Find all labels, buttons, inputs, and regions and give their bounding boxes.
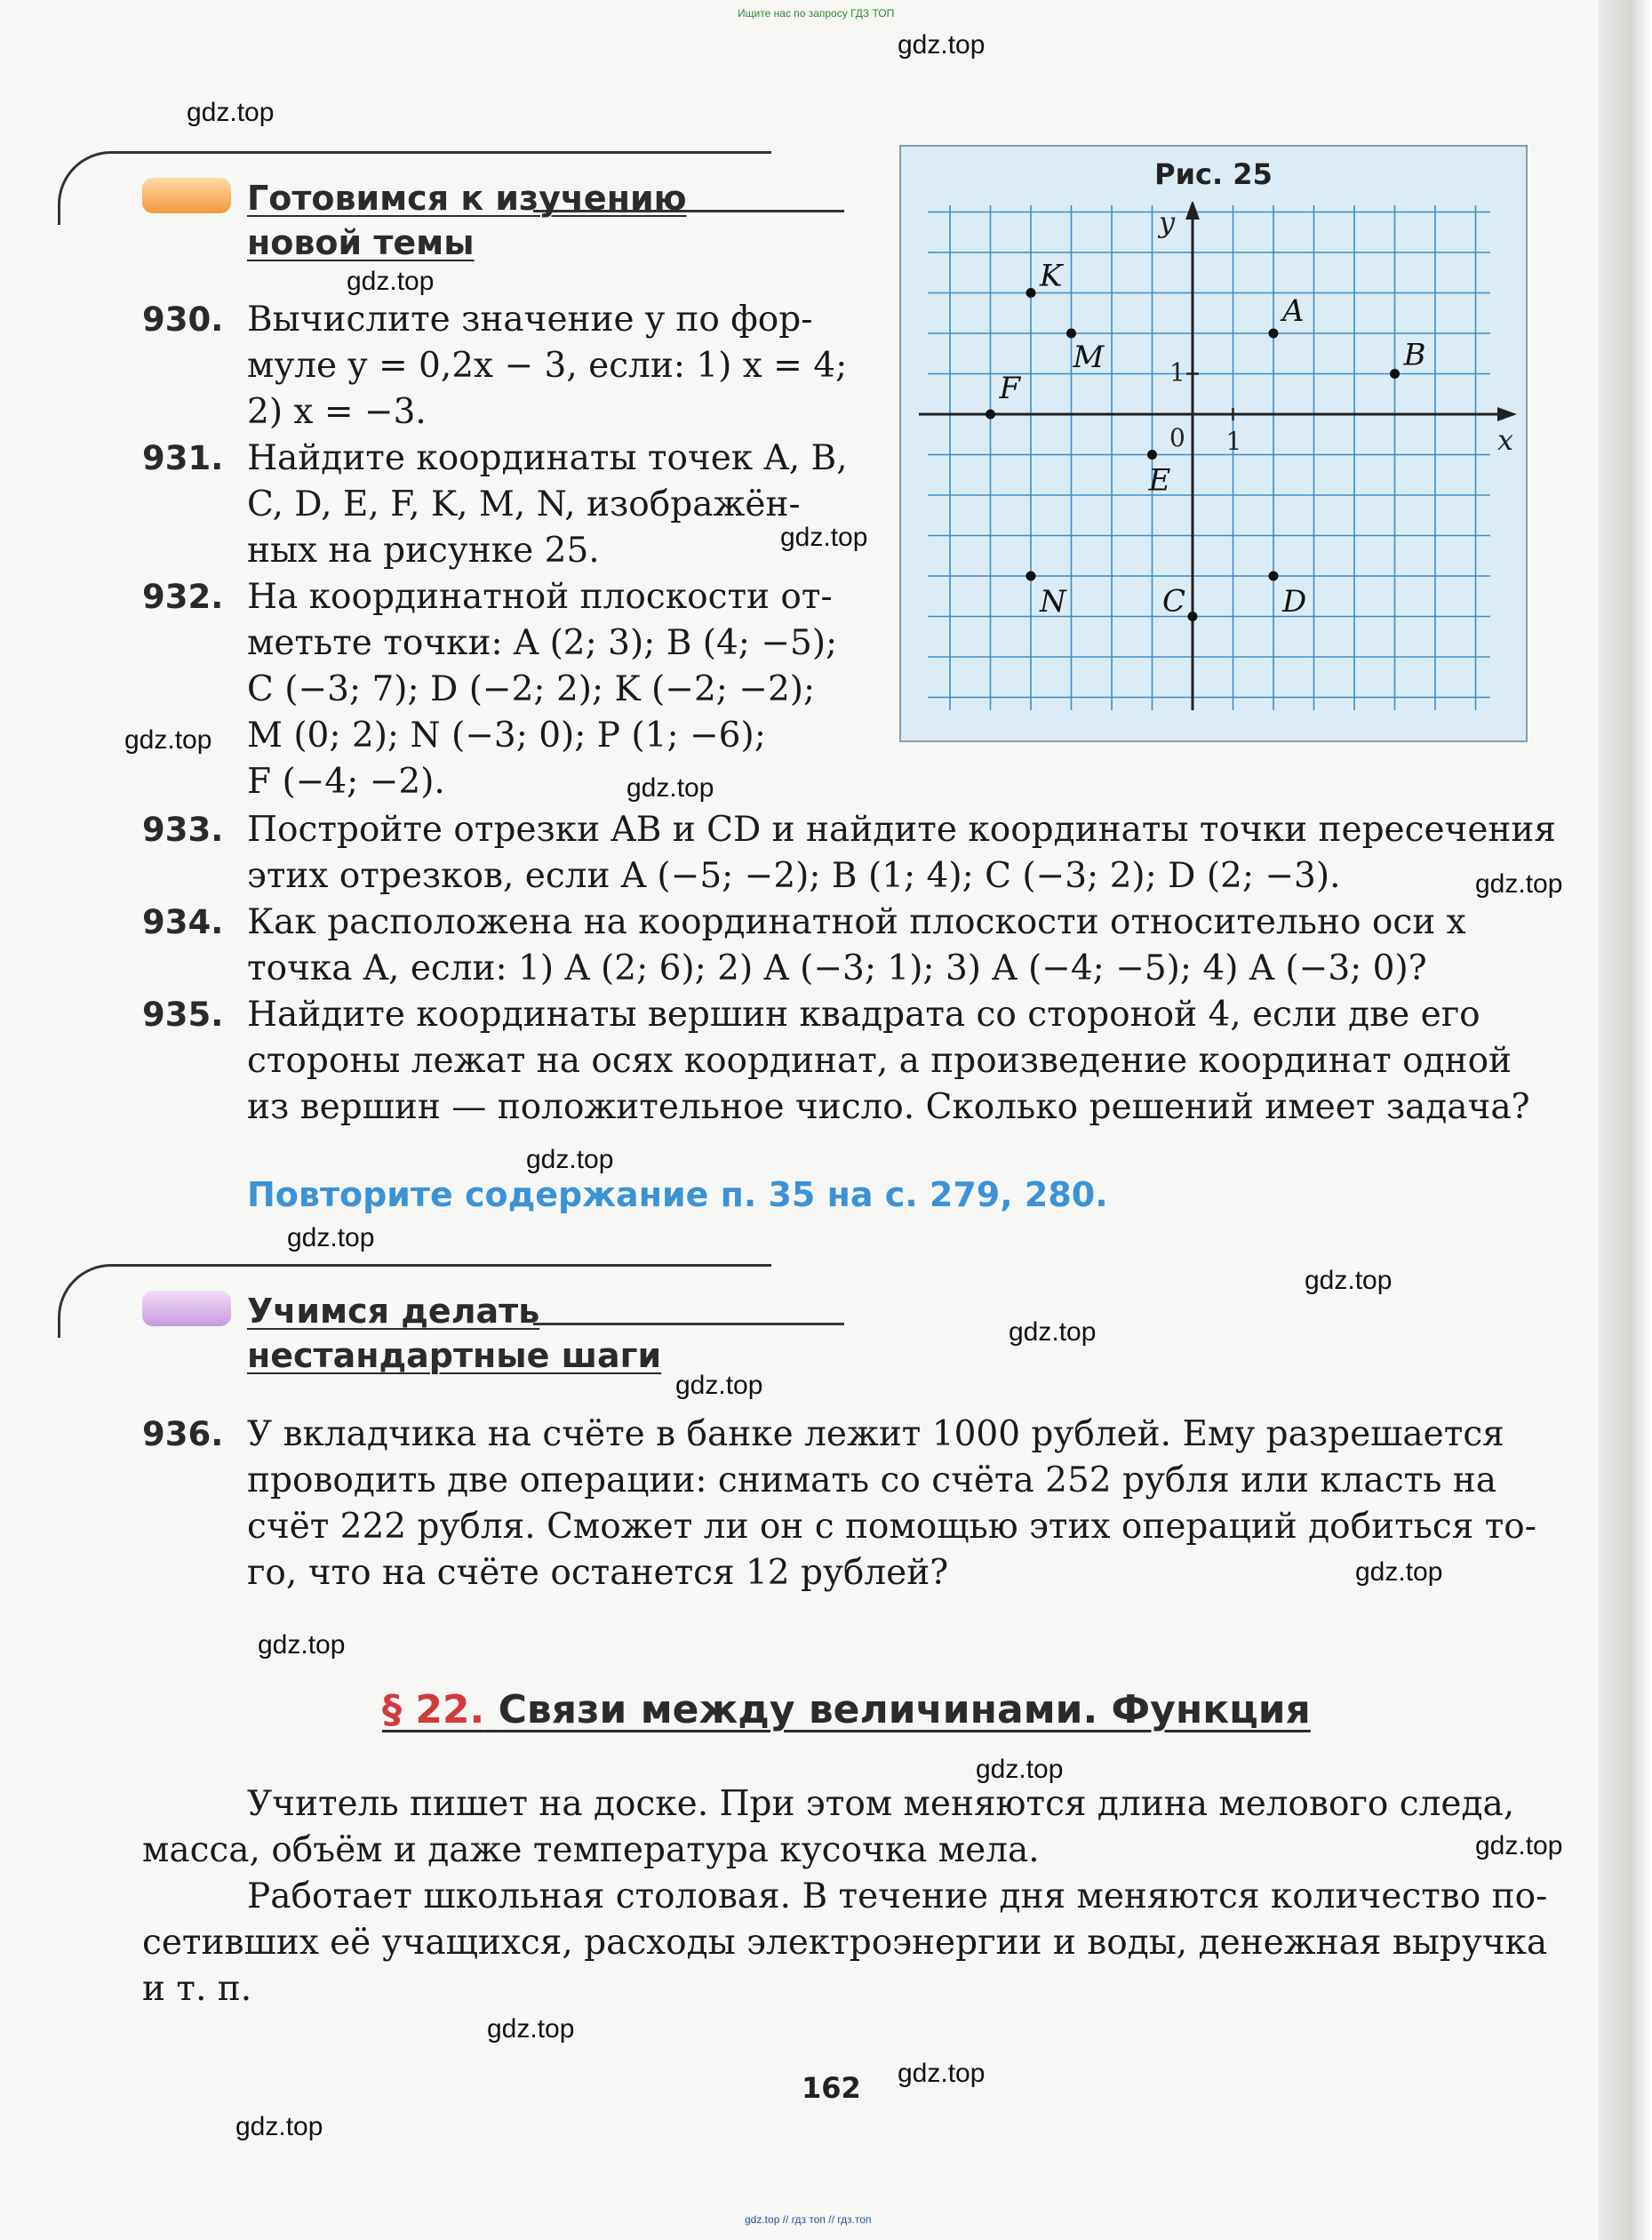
page-number: 162	[802, 2071, 861, 2105]
x-axis-arrow	[1497, 407, 1517, 421]
exercise-text: Найдите координаты вершин квадрата со стороной 4, если две его	[247, 995, 1480, 1035]
watermark: gdz.top	[258, 1630, 346, 1660]
exercise-number: 933.	[142, 811, 224, 849]
body-text: Работает школьная столовая. В течение дня меняются количество по-	[247, 1876, 1548, 1916]
exercise-text: Вычислите значение y по фор-	[247, 300, 813, 340]
section-title: новой темы	[247, 223, 475, 262]
point-m	[1066, 329, 1076, 339]
point-a	[1269, 329, 1279, 339]
y-unit-label: 1	[1169, 357, 1185, 388]
point-label-m: M	[1073, 340, 1105, 375]
watermark: gdz.top	[1475, 869, 1563, 899]
exercise-text: F (−4; −2).	[247, 762, 445, 802]
x-axis-label: x	[1497, 423, 1514, 457]
watermark: gdz.top	[124, 725, 212, 755]
point-label-n: N	[1040, 584, 1066, 620]
x-unit-label: 1	[1225, 427, 1242, 456]
paragraph-heading	[382, 1687, 1311, 1732]
paragraph-title: Связи между величинами. Функция	[498, 1687, 1311, 1732]
exercise-text: 2) x = −3.	[247, 392, 427, 432]
watermark: gdz.top	[187, 98, 275, 127]
point-e	[1147, 450, 1157, 460]
section-title: Учимся делать	[247, 1292, 540, 1331]
watermark: gdz.top	[898, 30, 986, 60]
paragraph-number: § 22.	[382, 1687, 485, 1732]
body-text: и т. п.	[142, 1969, 252, 2009]
exercise-text: муле y = 0,2x − 3, если: 1) x = 4;	[247, 346, 848, 386]
exercise-text: проводить две операции: снимать со счёта 252 рубля или класть на	[247, 1460, 1497, 1500]
exercise-text: Постройте отрезки AB и CD и найдите координаты точки пересечения	[247, 810, 1557, 850]
exercise-number: 932.	[142, 578, 224, 616]
watermark: gdz.top	[1009, 1317, 1097, 1347]
watermark: gdz.top	[235, 2112, 323, 2141]
point-k	[1026, 288, 1036, 298]
section-rule	[533, 1323, 844, 1325]
orange-marker-pill	[142, 178, 231, 213]
watermark-footer: gdz.top // гдз топ // гдз.топ	[745, 2213, 872, 2226]
point-n	[1026, 572, 1036, 581]
exercise-text: У вкладчика на счёте в банке лежит 1000 рублей. Ему разрешается	[247, 1414, 1504, 1454]
exercise-text: точка A, если: 1) A (2; 6); 2) A (−3; 1); 3) A (−4; −5); 4) A (−3; 0)?	[247, 948, 1427, 988]
watermark-top-small: Ищите нас по запросу ГДЗ ТОП	[738, 7, 895, 20]
exercise-number: 931.	[142, 439, 224, 477]
exercise-number: 930.	[142, 300, 224, 339]
page-edge	[1599, 0, 1652, 2240]
point-f	[986, 410, 995, 420]
point-label-k: K	[1040, 258, 1063, 294]
point-label-d: D	[1282, 584, 1307, 620]
point-d	[1269, 572, 1279, 581]
body-text: масса, объём и даже температура кусочка мела.	[142, 1830, 1040, 1870]
figure-25	[899, 145, 1528, 742]
exercise-text: счёт 222 рубля. Сможет ли он с помощью этих операций добиться то-	[247, 1507, 1536, 1547]
exercise-text: из вершин — положительное число. Сколько решений имеет задача?	[247, 1087, 1530, 1127]
exercise-text: На координатной плоскости от-	[247, 577, 833, 617]
exercise-text: C (−3; 7); D (−2; 2); K (−2; −2);	[247, 669, 816, 709]
exercise-text: M (0; 2); N (−3; 0); P (1; −6);	[247, 716, 766, 756]
exercise-text: стороны лежат на осях координат, а произведение координат одной	[247, 1041, 1512, 1081]
exercise-text: го, что на счёте останется 12 рублей?	[247, 1553, 949, 1593]
watermark: gdz.top	[1355, 1557, 1443, 1587]
watermark: gdz.top	[287, 1223, 375, 1252]
watermark: gdz.top	[1305, 1266, 1393, 1295]
figure-title: Рис. 25	[1154, 157, 1273, 191]
watermark: gdz.top	[675, 1371, 763, 1400]
watermark: gdz.top	[526, 1145, 614, 1174]
y-axis-label: y	[1159, 205, 1176, 239]
coordinate-plane	[901, 202, 1526, 740]
exercise-number: 936.	[142, 1415, 224, 1453]
exercise-number: 934.	[142, 903, 224, 941]
purple-marker-pill	[142, 1291, 231, 1326]
axes	[919, 202, 1517, 710]
point-label-a: A	[1282, 293, 1305, 329]
point-c	[1188, 612, 1198, 621]
body-text: Учитель пишет на доске. При этом меняются длина мелового следа,	[247, 1784, 1515, 1824]
body-text: сетивших её учащихся, расходы электроэнергии и воды, денежная выручка	[142, 1923, 1548, 1963]
watermark: gdz.top	[1475, 1831, 1563, 1860]
point-label-c: C	[1162, 583, 1186, 620]
exercise-text: Как расположена на координатной плоскости относительно оси x	[247, 902, 1466, 942]
origin-label: 0	[1169, 423, 1185, 452]
point-label-b: B	[1403, 337, 1426, 373]
points	[986, 259, 1426, 622]
point-label-e: E	[1148, 462, 1171, 499]
watermark: gdz.top	[898, 2059, 986, 2088]
point-b	[1390, 369, 1400, 379]
watermark: gdz.top	[976, 1755, 1064, 1784]
point-label-f: F	[999, 371, 1021, 406]
watermark: gdz.top	[780, 523, 868, 552]
exercise-text: этих отрезков, если A (−5; −2); B (1; 4); C (−3; 2); D (2; −3).	[247, 856, 1341, 896]
exercise-text: ных на рисунке 25.	[247, 531, 600, 571]
grid	[928, 205, 1490, 710]
y-axis-arrow	[1185, 202, 1200, 220]
exercise-number: 935.	[142, 996, 224, 1034]
repeat-note: Повторите содержание п. 35 на с. 279, 280.	[247, 1175, 1108, 1214]
section-title: Готовимся к изучению	[247, 179, 687, 218]
watermark: gdz.top	[626, 773, 714, 803]
exercise-text: метьте точки: A (2; 3); B (4; −5);	[247, 623, 838, 663]
watermark: gdz.top	[487, 2014, 575, 2044]
watermark: gdz.top	[347, 267, 435, 296]
exercise-text: Найдите координаты точек A, B,	[247, 438, 848, 478]
section-title: нестандартные шаги	[247, 1336, 662, 1375]
exercise-text: C, D, E, F, K, M, N, изображён-	[247, 484, 801, 524]
